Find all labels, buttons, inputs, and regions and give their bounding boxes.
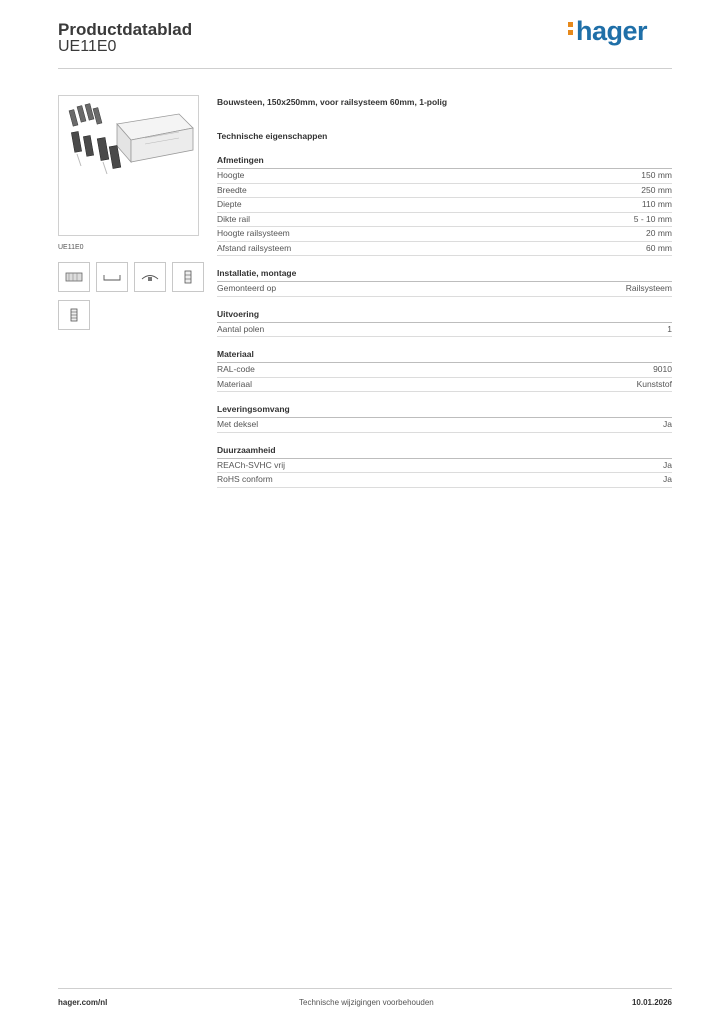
spec-label: Breedte: [217, 184, 247, 195]
header-divider: [58, 68, 672, 69]
logo-dots-icon: [568, 19, 576, 38]
spec-label: Gemonteerd op: [217, 283, 277, 293]
product-code: UE11E0: [58, 38, 117, 55]
thumbnail-detail[interactable]: [58, 300, 90, 330]
spec-value: Ja: [663, 474, 672, 484]
footer-notice: Technische wijzigingen voorbehouden: [299, 998, 434, 1007]
spec-value: 1: [667, 323, 672, 334]
spec-row: [217, 213, 672, 228]
spec-section: [217, 265, 672, 297]
spec-value: 60 mm: [646, 242, 672, 253]
spec-value: Railsysteem: [625, 283, 672, 293]
section-title: Afmetingen: [217, 152, 672, 169]
detail-view-icon: [59, 301, 89, 329]
spec-value: Kunststof: [636, 378, 672, 389]
spec-value: Ja: [663, 459, 672, 470]
spec-row: [217, 184, 672, 199]
section-title: Leveringsomvang: [217, 401, 672, 418]
spec-row: [217, 169, 672, 184]
spec-row: [217, 227, 672, 242]
spec-value: 150 mm: [641, 170, 672, 180]
thumbnail-rail[interactable]: [172, 262, 204, 292]
spec-label: Materiaal: [217, 378, 252, 389]
footer-date: 10.01.2026: [631, 998, 672, 1007]
technical-heading: Technische eigenschappen: [217, 131, 328, 141]
spec-label: RoHS conform: [217, 474, 273, 484]
spec-value: 5 - 10 mm: [633, 213, 672, 224]
section-title: Uitvoering: [217, 306, 672, 323]
spec-row: [217, 282, 672, 297]
hager-logo: [568, 16, 647, 47]
spec-label: REACh-SVHC vrij: [217, 459, 286, 470]
spec-section: [217, 152, 672, 256]
front-view-icon: [59, 263, 89, 291]
spec-value: Ja: [663, 419, 672, 429]
top-view-icon: [135, 263, 165, 291]
spec-row: [217, 418, 672, 433]
section-title: Installatie, montage: [217, 265, 672, 282]
spec-row: [217, 323, 672, 338]
spec-label: Dikte rail: [217, 213, 251, 224]
spec-row: [217, 363, 672, 378]
spec-row: [217, 459, 672, 474]
spec-row: [217, 473, 672, 488]
spec-value: 250 mm: [641, 184, 672, 195]
spec-label: Hoogte railsysteem: [217, 228, 290, 238]
side-view-icon: [97, 263, 127, 291]
specifications-table: [217, 152, 672, 497]
product-photo: [58, 95, 199, 236]
footer-website-link[interactable]: hager.com/nl: [58, 998, 108, 1007]
spec-value: 20 mm: [646, 228, 672, 238]
spec-label: RAL-code: [217, 364, 255, 374]
product-description: Bouwsteen, 150x250mm, voor railsysteem 60mm, 1-polig: [217, 97, 448, 107]
spec-section: [217, 401, 672, 433]
page-title: Productdatablad: [58, 20, 193, 39]
section-title: Duurzaamheid: [217, 442, 672, 459]
spec-label: Aantal polen: [217, 323, 265, 334]
spec-label: Diepte: [217, 199, 242, 209]
spec-value: 9010: [653, 364, 672, 374]
spec-section: [217, 306, 672, 338]
spec-row: [217, 242, 672, 257]
spec-section: [217, 442, 672, 488]
spec-value: 110 mm: [641, 199, 672, 209]
section-title: Materiaal: [217, 346, 672, 363]
spec-label: Afstand railsysteem: [217, 242, 292, 253]
photo-caption: UE11E0: [58, 244, 84, 251]
logo-text: hager: [576, 16, 648, 46]
thumbnail-top[interactable]: [134, 262, 166, 292]
spec-row: [217, 198, 672, 213]
thumbnail-front[interactable]: [58, 262, 90, 292]
product-photo-icon: [59, 96, 198, 235]
spec-section: [217, 346, 672, 392]
footer-divider: [58, 988, 672, 989]
rail-view-icon: [173, 263, 203, 291]
spec-row: [217, 378, 672, 393]
spec-label: Met deksel: [217, 419, 259, 429]
spec-label: Hoogte: [217, 170, 245, 180]
thumbnail-side[interactable]: [96, 262, 128, 292]
